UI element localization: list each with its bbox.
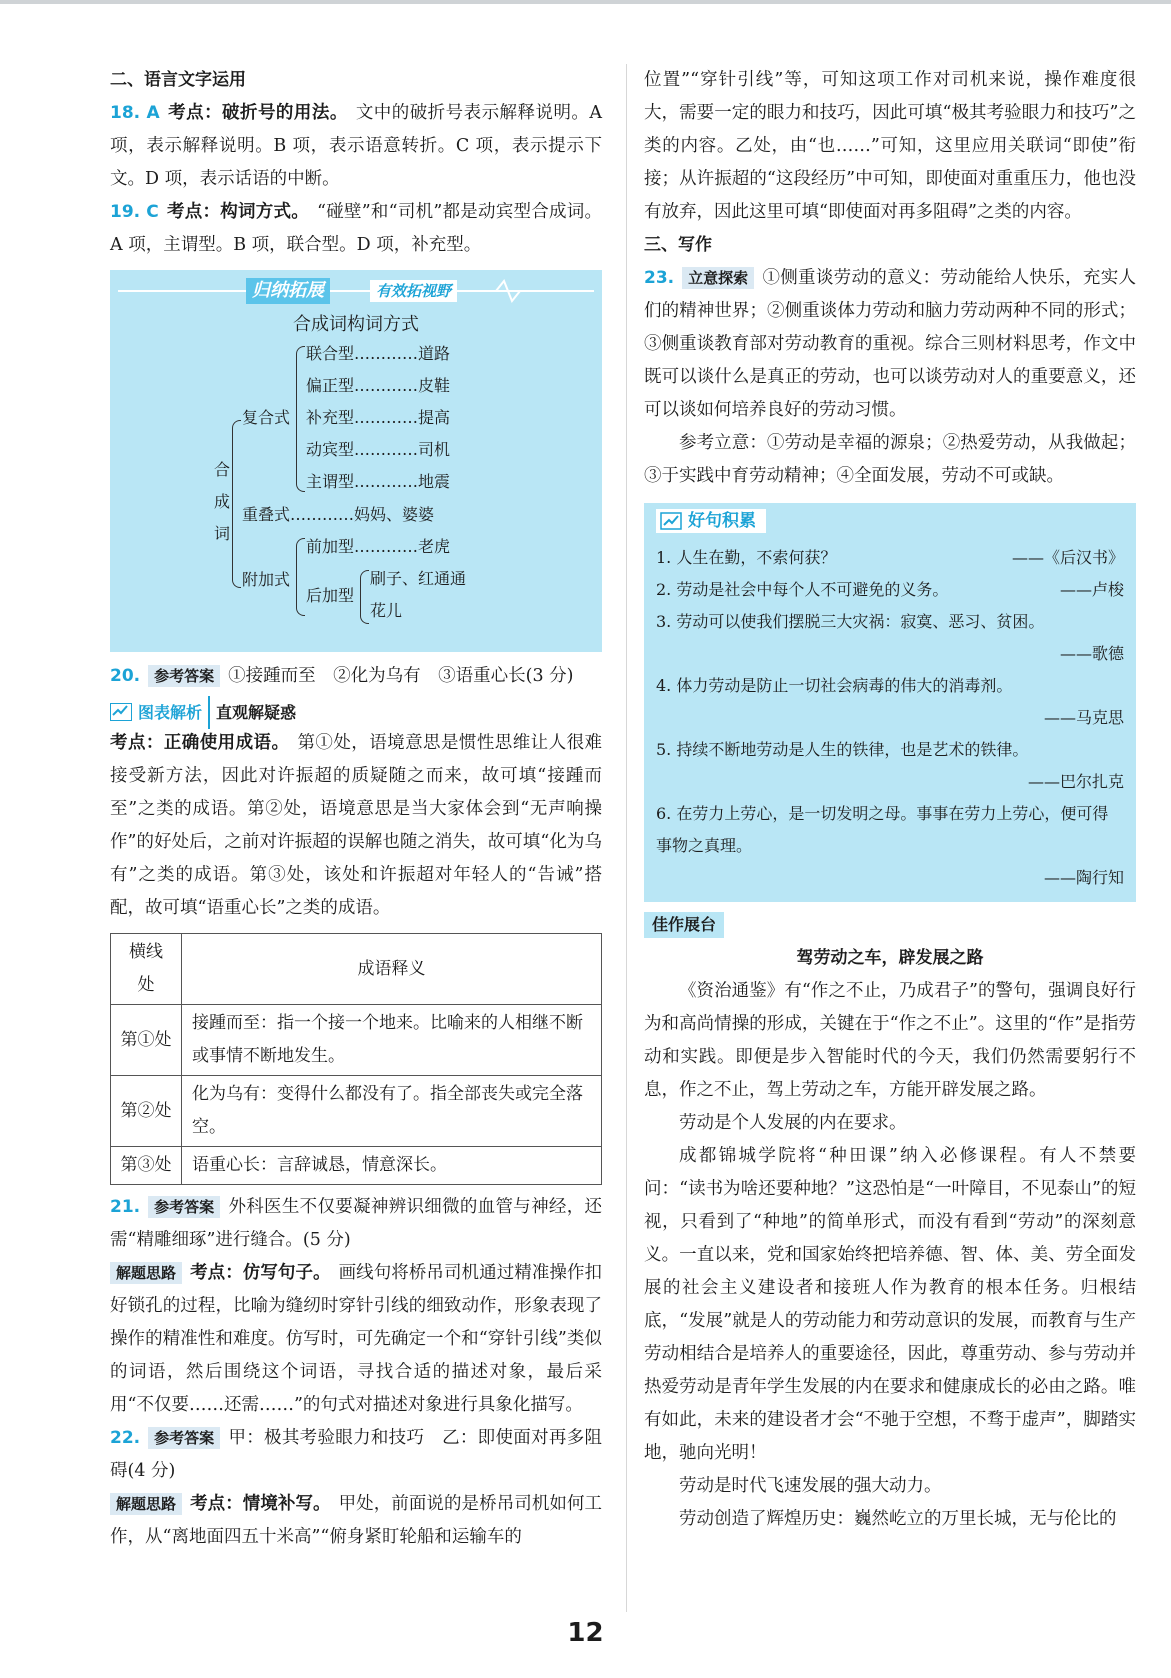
q20-answer: ①接踵而至 ②化为乌有 ③语重心长(3 分) bbox=[228, 666, 574, 686]
quote-source: ——歌德 bbox=[1059, 644, 1124, 663]
essay-paragraph: 成都锦城学院将“种田课”纳入必修课程。有人不禁要问：“读书为啥还要种地？”这恐怕是“一叶障目，不见泰山”的短视，只看到了“种地”的简单形式，而没有看到“劳动”的深刻意义。一直以来，党和国家始终把培养德、智、体、美、劳全面发展的社会主义建设者和接班人作为教育的根本任务。归根结底，“发展”就是人的劳动能力和劳动意识的发展，而教育与生产劳动相结合是培养人的重要途径，因此，尊重劳动、参与劳动并热爱劳动是青年学生发展的内在要求和健康成长的必由之路。唯有如此，未来的建设者才会“不驰于空想，不骛于虚声”，脚踏实地，驰向光明！ bbox=[644, 1146, 1136, 1463]
q19-text: “碰壁”和“司机”都是动宾型合成词。A 项，主谓型。B 项，联合型。D 项，补充型。 bbox=[110, 202, 602, 255]
q22-paragraph bbox=[110, 1422, 602, 1488]
fujia-label: 附加式 bbox=[242, 570, 291, 589]
quote-item: 1. 人生在勤，不索何获？ ——《后汉书》 bbox=[656, 548, 1124, 567]
houjia-item: 刷子、红通通 bbox=[370, 569, 467, 588]
reference-ideas: 参考立意：①劳动是幸福的源泉；②热爱劳动，从我做起；③于实践中育劳动精神；④全面发展，劳动不可或缺。 bbox=[644, 433, 1136, 486]
panel-header-title: 归纳拓展 bbox=[246, 278, 330, 304]
root-char: 成 bbox=[214, 492, 231, 511]
q23-text: ①侧重谈劳动的意义：劳动能给人快乐，充实人们的精神世界；②侧重谈体力劳动和脑力劳动两种不同的形式；③侧重谈教育部对劳动教育的重视。综合三则材料思考，作文中既可以谈什么是真正的劳动，也可以谈劳动对人的重要意义，还可以谈如何培养良好的劳动习惯。 bbox=[644, 268, 1136, 420]
q22-answer: 甲：极其考验眼力和技巧 乙：即使面对再多阻碍(4 分) bbox=[110, 1428, 602, 1481]
q21-thinking bbox=[110, 1257, 602, 1422]
q18-text: 文中的破折号表示解释说明。A 项，表示解释说明。B 项，表示语意转折。C 项，表示提示下文。D 项，表示话语的中断。 bbox=[110, 103, 603, 189]
fujia-brace bbox=[296, 538, 305, 616]
quote-source: ——马克思 bbox=[1043, 708, 1124, 727]
q22-keypoint: 考点：情境补写。 bbox=[190, 1494, 331, 1514]
table-cell: 第③处 bbox=[111, 1147, 182, 1185]
table-row bbox=[111, 1005, 602, 1076]
q20-analysis-text: 第①处，语境意思是惯性思维让人很难接受新方法，因此对许振超的质疑随之而来，故可填“接踵而至”之类的成语。第②处，语境意思是当大家体会到“无声响操作”的好处后，之前对许振超的误解也随之消失，故可填“化为乌有”之类的成语。第③处，该处和许振超对年轻人的“告诫”搭配，故可填“语重心长”之类的成语。 bbox=[110, 733, 603, 918]
essay-paragraph: 劳动创造了辉煌历史：巍然屹立的万里长城，无与伦比的 bbox=[679, 1509, 1117, 1529]
quote-source: ——巴尔扎克 bbox=[1027, 772, 1124, 791]
column-divider bbox=[626, 64, 627, 1612]
fuhe-item: 动宾型…………司机 bbox=[306, 440, 451, 459]
quote-item: 3. 劳动可以使我们摆脱三大灾祸：寂寞、恶习、贫困。 bbox=[656, 612, 1045, 631]
q20-analysis bbox=[110, 727, 602, 925]
table-header: 成语释义 bbox=[182, 934, 602, 1005]
fuhe-item: 偏正型…………皮鞋 bbox=[306, 376, 451, 395]
q21-number: 21. bbox=[110, 1197, 141, 1217]
thinking-tag: 解题思路 bbox=[110, 1493, 182, 1515]
fuhe-label: 复合式 bbox=[242, 408, 291, 427]
chart-analysis-label: 图表解析 bbox=[138, 696, 210, 729]
fuhe-item: 主谓型…………地震 bbox=[306, 472, 451, 491]
fuhe-item: 联合型…………道路 bbox=[306, 344, 451, 363]
essay-paragraph: 劳动是个人发展的内在要求。 bbox=[679, 1113, 907, 1133]
root-char: 合 bbox=[214, 460, 231, 479]
good-sentences-title: 好句积累 bbox=[688, 510, 756, 531]
chart-icon bbox=[660, 512, 682, 530]
chongdie-label: 重叠式…………妈妈、婆婆 bbox=[242, 505, 435, 524]
q23-number: 23. bbox=[644, 268, 675, 288]
qianjia-item: 前加型…………老虎 bbox=[306, 537, 451, 556]
q22-thinking bbox=[110, 1488, 602, 1554]
quote-item: 2. 劳动是社会中每个人不可避免的义务。 ——卢梭 bbox=[656, 580, 1124, 599]
thinking-tag: 解题思路 bbox=[110, 1262, 182, 1284]
table-header-row bbox=[111, 934, 602, 1005]
idiom-table bbox=[110, 933, 602, 1185]
quote-item: 5. 持续不断地劳动是人生的铁律，也是艺术的铁律。 bbox=[656, 740, 1029, 759]
quote-item: 6. 在劳力上劳心，是一切发明之母。事事在劳力上劳心，便可得事物之真理。 bbox=[656, 804, 1109, 855]
good-sentences-panel bbox=[644, 503, 1136, 902]
q22-continued: 位置”“穿针引线”等，可知这项工作对司机来说，操作难度很大，需要一定的眼力和技巧，因此可填“极其考验眼力和技巧”之类的内容。乙处，由“也……”可知，这里应用关联词“即使”衔接；从许振超的“这段经历”中可知，即使面对重重压力，他也没有放弃，因此这里可填“即使面对再多阻碍”之类的内容。 bbox=[644, 70, 1136, 222]
answer-tag: 参考答案 bbox=[148, 665, 220, 687]
top-edge bbox=[0, 0, 1171, 4]
q18-number: 18. A bbox=[110, 103, 160, 123]
quote-source: ——陶行知 bbox=[1043, 868, 1124, 887]
essay-paragraph: 劳动是时代飞速发展的强大动力。 bbox=[679, 1476, 942, 1496]
chart-analysis-sublabel: 直观解疑惑 bbox=[216, 702, 297, 722]
answer-tag: 参考答案 bbox=[148, 1427, 220, 1449]
section2-title: 二、语言文字运用 bbox=[110, 70, 246, 90]
q21-answer: 外科医生不仅要凝神辨识细微的血管与神经，还需“精雕细琢”进行缝合。(5 分) bbox=[110, 1197, 602, 1250]
essay-title: 驾劳动之车，辟发展之路 bbox=[796, 948, 984, 968]
houjia-item: 花儿 bbox=[370, 601, 403, 620]
table-row bbox=[111, 1076, 602, 1147]
q18-paragraph bbox=[110, 97, 602, 196]
q23-paragraph bbox=[644, 262, 1136, 427]
answer-tag: 参考答案 bbox=[148, 1196, 220, 1218]
q20-number: 20. bbox=[110, 666, 141, 686]
chart-analysis-header bbox=[110, 697, 602, 727]
q22-number: 22. bbox=[110, 1428, 141, 1448]
q22-thinking-text: 甲处，前面说的是桥吊司机如何工作，从“离地面四五十米高”“俯身紧盯轮船和运输车的 bbox=[110, 1494, 603, 1547]
left-column bbox=[110, 64, 602, 1554]
good-sentences-header bbox=[656, 509, 766, 533]
table-cell: 第①处 bbox=[111, 1005, 182, 1076]
section3-title: 三、写作 bbox=[644, 235, 712, 255]
page-number: 12 bbox=[567, 1618, 604, 1648]
showcase-banner: 佳作展台 bbox=[644, 912, 724, 938]
q20-paragraph bbox=[110, 660, 602, 693]
q19-number: 19. C bbox=[110, 202, 159, 222]
q18-keypoint: 考点：破折号的用法。 bbox=[167, 103, 348, 123]
essay-paragraph: 《资治通鉴》有“作之不止，乃成君子”的警句，强调良好行为和高尚情操的形成，关键在于“作之不止”。这里的“作”是指劳动和实践。即便是步入智能时代的今天，我们仍然需要躬行不息，作之不止，驾上劳动之车，方能开辟发展之路。 bbox=[644, 981, 1136, 1100]
chart-icon bbox=[110, 703, 132, 721]
table-cell: 语重心长：言辞诚恳，情意深长。 bbox=[182, 1147, 602, 1185]
fuhe-brace bbox=[296, 346, 305, 492]
fuhe-item: 补充型…………提高 bbox=[306, 408, 451, 427]
q21-keypoint: 考点：仿写句子。 bbox=[190, 1263, 331, 1283]
right-column bbox=[644, 64, 1136, 1536]
table-row bbox=[111, 1147, 602, 1185]
table-cell: 化为乌有：变得什么都没有了。指全部丧失或完全落空。 bbox=[182, 1076, 602, 1147]
word-formation-tree bbox=[110, 270, 590, 652]
root-char: 词 bbox=[214, 524, 231, 543]
table-cell: 第②处 bbox=[111, 1076, 182, 1147]
q21-paragraph bbox=[110, 1191, 602, 1257]
q21-thinking-text: 画线句将桥吊司机通过精准操作扣好锁孔的过程，比喻为缝纫时穿针引线的细致动作，形象表现了操作的精准性和难度。仿写时，可先确定一个和“穿针引线”类似的词语，然后围绕这个词语，寻找合适的描述对象，最后采用“不仅要……还需……”的句式对描述对象进行具象化描写。 bbox=[110, 1263, 603, 1415]
q20-keypoint: 考点：正确使用成语。 bbox=[110, 733, 290, 753]
houjia-label: 后加型 bbox=[306, 586, 355, 605]
houjia-brace bbox=[360, 570, 369, 624]
table-header: 横线处 bbox=[111, 934, 182, 1005]
q19-keypoint: 考点：构词方式。 bbox=[166, 202, 309, 222]
root-brace bbox=[232, 420, 241, 588]
quote-item: 4. 体力劳动是防止一切社会病毒的伟大的消毒剂。 bbox=[656, 676, 1013, 695]
idea-tag: 立意探索 bbox=[682, 267, 754, 289]
q19-paragraph bbox=[110, 196, 602, 262]
panel-title: 合成词构词方式 bbox=[293, 314, 419, 335]
panel-header-subtitle: 有效拓视野 bbox=[370, 280, 457, 302]
word-formation-panel bbox=[110, 270, 602, 652]
table-cell: 接踵而至：指一个接一个地来。比喻来的人相继不断或事情不断地发生。 bbox=[182, 1005, 602, 1076]
